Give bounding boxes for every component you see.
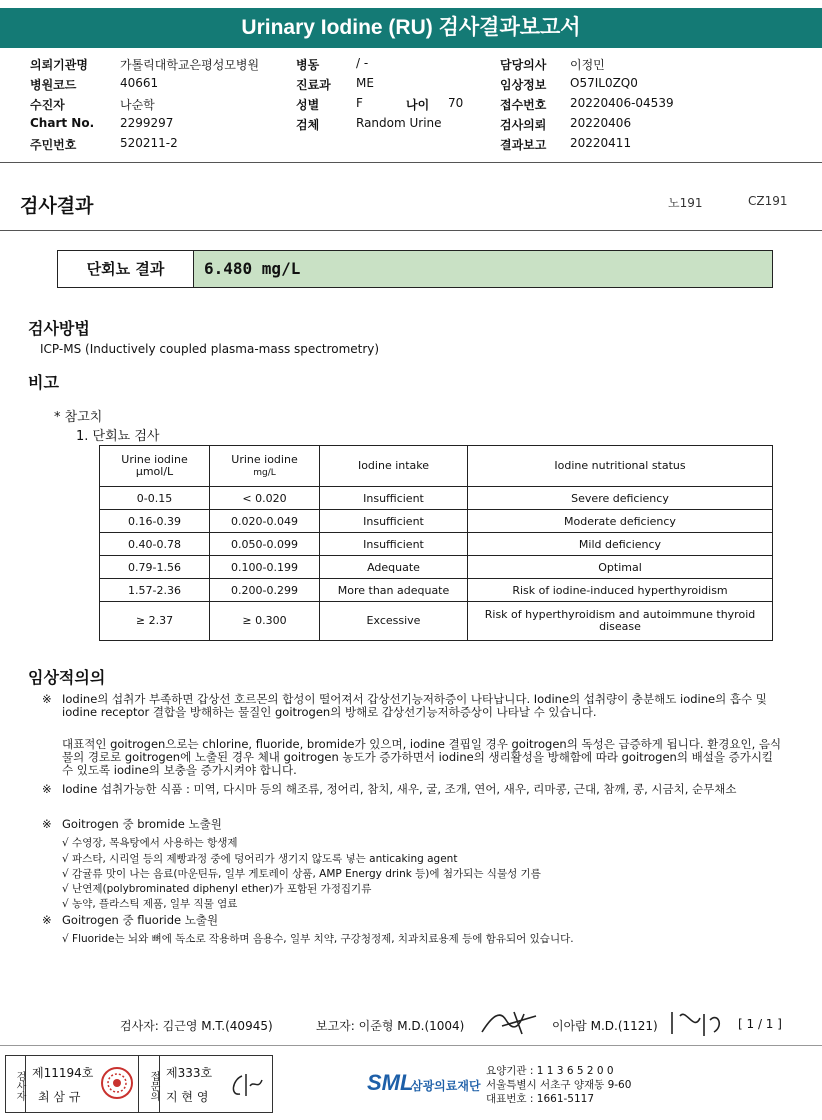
info-value: 20220406: [570, 116, 632, 130]
table-row: [100, 579, 773, 602]
info-label: 성별: [296, 98, 320, 112]
note-mark: ※: [42, 692, 52, 706]
info-value: 2299297: [120, 116, 174, 130]
table-cell: Risk of iodine-induced hyperthyroidism: [468, 579, 773, 602]
remarks-title: 비고: [28, 373, 59, 392]
table-cell: Risk of hyperthyroidism and autoimmune thyroid disease: [468, 602, 773, 641]
table-row: [100, 487, 773, 510]
info-value: F: [356, 96, 363, 110]
list-item: √ 난연제(polybrominated diphenyl ether)가 포함된 가정집기류: [62, 883, 372, 895]
divider: [0, 162, 822, 163]
table-cell: Severe deficiency: [468, 487, 773, 510]
info-value: 20220406-04539: [570, 96, 674, 110]
clinical-paragraph: [42, 693, 782, 719]
clinical-paragraph: [42, 818, 782, 831]
reviewer-label: 접문의: [138, 1056, 160, 1112]
age-value: 70: [448, 96, 464, 110]
note-mark: ※: [42, 913, 52, 927]
list-item: √ 농약, 플라스틱 제품, 일부 직물 염료: [62, 898, 238, 910]
doctor-signature: 이아람 M.D.(1121): [552, 1019, 658, 1033]
info-label: 주민번호: [30, 138, 77, 152]
divider: [0, 230, 822, 231]
method-title: 검사방법: [28, 319, 90, 338]
reporter-signature: 보고자: 이준형 M.D.(1004): [316, 1019, 465, 1033]
table-cell: 0.020-0.049: [210, 510, 320, 533]
table-cell: 0.200-0.299: [210, 579, 320, 602]
result-label: 단회뇨 결과: [58, 251, 194, 287]
organization-name: 삼광의료재단: [411, 1079, 481, 1093]
list-item: √ 파스타, 시리얼 등의 제빵과정 중에 덩어리가 생기지 않도록 넣는 anticaking agent: [62, 853, 458, 865]
table-cell: Insufficient: [320, 510, 468, 533]
info-label: 병동: [296, 58, 320, 72]
table-cell: Insufficient: [320, 487, 468, 510]
info-value: 40661: [120, 76, 159, 90]
table-cell: 0.050-0.099: [210, 533, 320, 556]
table-cell: 0.100-0.199: [210, 556, 320, 579]
info-label: 병원코드: [30, 78, 77, 92]
table-row: [100, 533, 773, 556]
clinical-title: 임상적의의: [28, 668, 106, 687]
clinical-paragraph: [42, 783, 782, 796]
table-cell: 0-0.15: [100, 487, 210, 510]
reference-table: [99, 445, 773, 641]
licence-box: [5, 1055, 273, 1113]
info-label: 임상정보: [500, 78, 547, 92]
info-label: 접수번호: [500, 98, 547, 112]
fluoride-title: Goitrogen 중 fluoride 노출원: [62, 913, 219, 927]
reviewer-name: 지 현 영: [166, 1090, 209, 1104]
info-label: 의뢰기관명: [30, 58, 88, 72]
table-row: [100, 556, 773, 579]
table-cell: Excessive: [320, 602, 468, 641]
reference-heading: * 참고치: [54, 410, 103, 425]
list-item: √ 감귤류 맛이 나는 음료(마운틴듀, 일부 게토레이 상품, AMP Energy drink 등)에 첨가되는 식물성 기름: [62, 868, 541, 880]
col-header: Iodine intake: [320, 446, 468, 487]
info-value: 520211-2: [120, 136, 178, 150]
info-value: 가톨릭대학교은평성모병원: [120, 58, 260, 72]
info-value: O57IL0ZQ0: [570, 76, 638, 90]
table-row: [100, 510, 773, 533]
inspector-number: 제11194호: [32, 1066, 94, 1080]
examiner-signature: 검사자: 김근영 M.T.(40945): [120, 1019, 273, 1033]
table-cell: Insufficient: [320, 533, 468, 556]
bromide-title: Goitrogen 중 bromide 노출원: [62, 817, 222, 831]
seal-icon: [100, 1066, 134, 1100]
table-cell: Mild deficiency: [468, 533, 773, 556]
info-value: Random Urine: [356, 116, 442, 130]
table-cell: ≥ 2.37: [100, 602, 210, 641]
patient-info: [30, 56, 800, 156]
clinical-paragraph: [42, 914, 782, 927]
list-item: √ Fluoride는 뇌와 뼈에 독소로 작용하며 음용수, 일부 치약, 구강청정제, 치과치료용제 등에 함유되어 있습니다.: [62, 933, 574, 945]
info-label: 검사의뢰: [500, 118, 547, 132]
info-value: 이정민: [570, 58, 605, 72]
col-header: Urine iodine μmol/L: [100, 446, 210, 487]
organization-info: [486, 1064, 631, 1106]
info-value: / -: [356, 56, 369, 70]
table-cell: 1.57-2.36: [100, 579, 210, 602]
inspector-label: 검사자: [6, 1056, 26, 1112]
table-cell: 0.40-0.78: [100, 533, 210, 556]
info-label: 검체: [296, 118, 320, 132]
handwritten-signature-icon: [478, 1006, 540, 1036]
reviewer-number: 제333호: [166, 1066, 213, 1080]
info-label: Chart No.: [30, 116, 95, 130]
result-box: [57, 250, 773, 288]
note-mark: ※: [42, 817, 52, 831]
note-mark: ※: [42, 782, 52, 796]
info-value: 나순학: [120, 98, 155, 112]
test-code-2: CZ191: [748, 194, 788, 208]
info-value: 20220411: [570, 136, 632, 150]
col-header: Iodine nutritional status: [468, 446, 773, 487]
paragraph-text: 대표적인 goitrogen으로는 chlorine, fluoride, bromide가 있으며, iodine 결핍일 경우 goitrogen의 독성은 급증하게 됩니다. 환경요인, 음식물의 경로로 goitrogen에 노출된 경우 체내 goitrogen 농도가 증가하면서 iodine의 생리활성을 방해함에 따라 goitrogen의 배설을 증가시킬 수 있도록 iodine의 보충을 증가시켜야 합니다.: [62, 737, 782, 777]
paragraph-text: Iodine의 섭취가 부족하면 갑상선 호르몬의 합성이 떨어져서 갑상선기능저하증이 나타납니다. Iodine의 섭취량이 충분해도 iodine의 흡수 및 iodine receptor 결합을 방해하는 물질인 goitrogen의 방해로 갑상선기능저하증상이 나타날 수 있습니다.: [62, 692, 767, 719]
handwritten-signature-icon: [228, 1070, 264, 1100]
table-cell: Optimal: [468, 556, 773, 579]
handwritten-signature-icon: [666, 1004, 728, 1038]
paragraph-text: Iodine 섭취가능한 식품 : 미역, 다시마 등의 해조류, 정어리, 참치, 새우, 굴, 조개, 연어, 새우, 리마콩, 근대, 참깨, 콩, 시금치, 순무채소: [62, 782, 737, 796]
table-cell: < 0.020: [210, 487, 320, 510]
info-line: 요양기관 : 1 1 3 6 5 2 0 0: [486, 1065, 614, 1077]
result-value: 6.480 mg/L: [194, 251, 772, 287]
info-value: ME: [356, 76, 374, 90]
inspector-name: 최 삼 규: [38, 1090, 81, 1104]
table-cell: Adequate: [320, 556, 468, 579]
col-header: Urine iodine mg/L: [210, 446, 320, 487]
results-title: 검사결과: [20, 195, 94, 217]
reference-subheading: 1. 단회뇨 검사: [76, 429, 160, 444]
info-line: 대표번호 : 1661-5117: [486, 1093, 595, 1105]
age-label: 나이: [406, 98, 430, 112]
list-item: √ 수영장, 목욕탕에서 사용하는 항생제: [62, 837, 238, 849]
table-cell: More than adequate: [320, 579, 468, 602]
table-header-row: [100, 446, 773, 487]
table-row: [100, 602, 773, 641]
info-label: 결과보고: [500, 138, 547, 152]
test-code: 노191: [668, 196, 703, 210]
table-cell: 0.16-0.39: [100, 510, 210, 533]
page-number: [ 1 / 1 ]: [738, 1017, 782, 1031]
method-text: ICP-MS (Inductively coupled plasma-mass spectrometry): [40, 342, 380, 356]
clinical-paragraph: [42, 738, 782, 777]
info-label: 담당의사: [500, 58, 547, 72]
report-title: Urinary Iodine (RU) 검사결과보고서: [0, 8, 822, 48]
table-cell: Moderate deficiency: [468, 510, 773, 533]
divider: [0, 1045, 822, 1046]
info-label: 진료과: [296, 78, 331, 92]
info-line: 서울특별시 서초구 양재동 9-60: [486, 1079, 632, 1091]
info-label: 수진자: [30, 98, 65, 112]
table-cell: 0.79-1.56: [100, 556, 210, 579]
sml-logo: SML: [367, 1070, 414, 1095]
table-cell: ≥ 0.300: [210, 602, 320, 641]
